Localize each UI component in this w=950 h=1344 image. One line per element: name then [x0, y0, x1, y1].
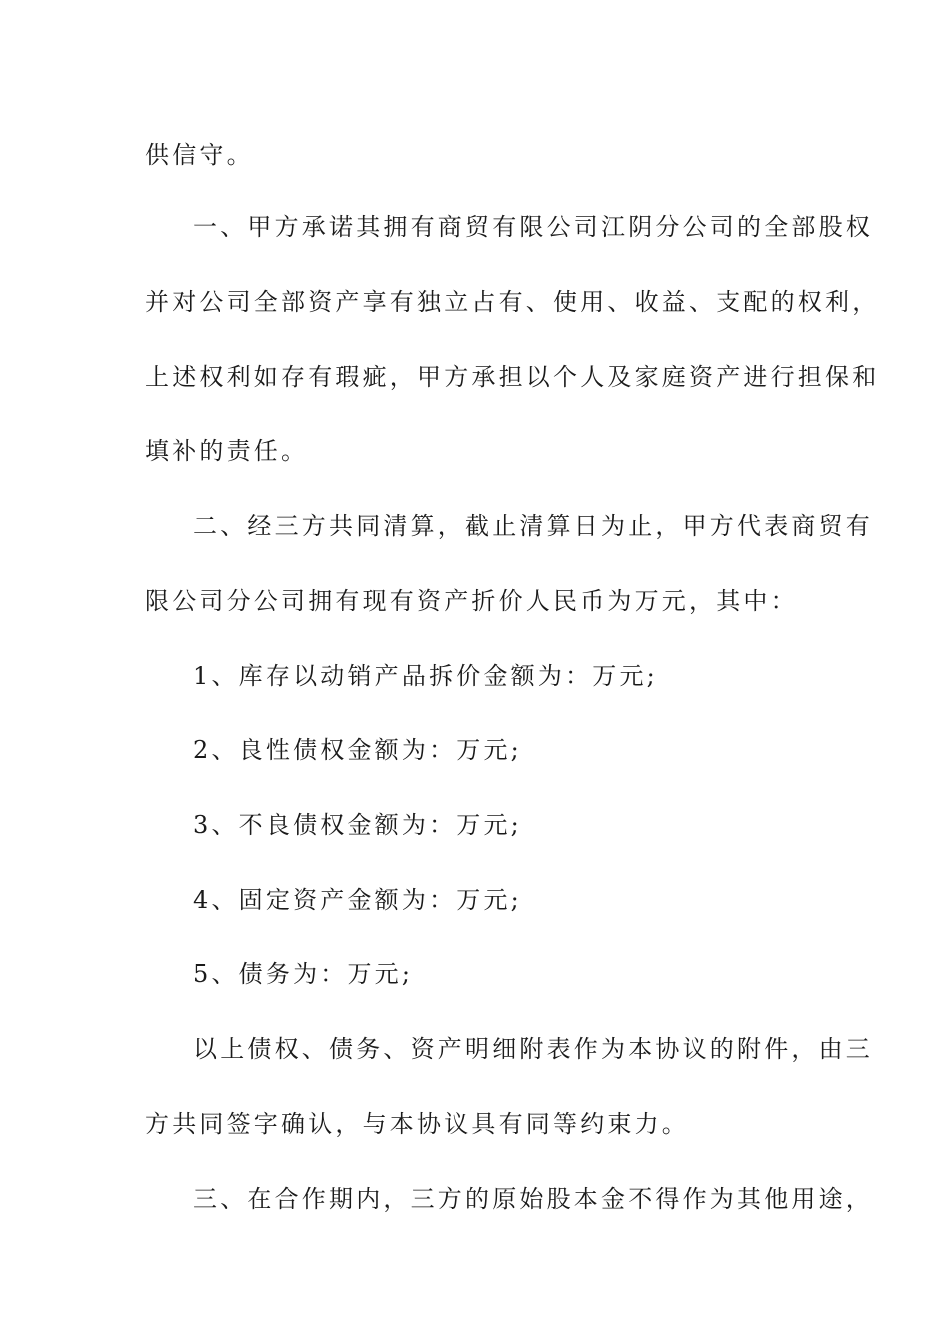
list-item: 2、良性债权金额为：万元;: [193, 736, 522, 764]
clause-2-line: 二、经三方共同清算，截止清算日为止，甲方代表商贸有: [193, 512, 873, 540]
list-item: 1、库存以动销产品拆价金额为：万元;: [193, 662, 658, 690]
clause-3-line: 三、在合作期内，三方的原始股本金不得作为其他用途，: [193, 1185, 873, 1213]
text-line: 并对公司全部资产享有独立占有、使用、收益、支配的权利，: [145, 288, 880, 316]
text-line: 填补的责任。: [145, 437, 309, 465]
text-line: 供信守。: [145, 141, 254, 169]
text-line: 方共同签字确认，与本协议具有同等约束力。: [145, 1110, 689, 1138]
text-line: 上述权利如存有瑕疵，甲方承担以个人及家庭资产进行担保和: [145, 363, 880, 391]
clause-1-line: 一、甲方承诺其拥有商贸有限公司江阴分公司的全部股权: [193, 213, 873, 241]
list-item: 4、固定资产金额为：万元;: [193, 886, 522, 914]
text-line: 限公司分公司拥有现有资产折价人民币为万元，其中：: [145, 587, 798, 615]
list-item: 3、不良债权金额为：万元;: [193, 811, 522, 839]
paragraph-line: 以上债权、债务、资产明细附表作为本协议的附件，由三: [193, 1035, 873, 1063]
list-item: 5、债务为：万元;: [193, 960, 414, 988]
